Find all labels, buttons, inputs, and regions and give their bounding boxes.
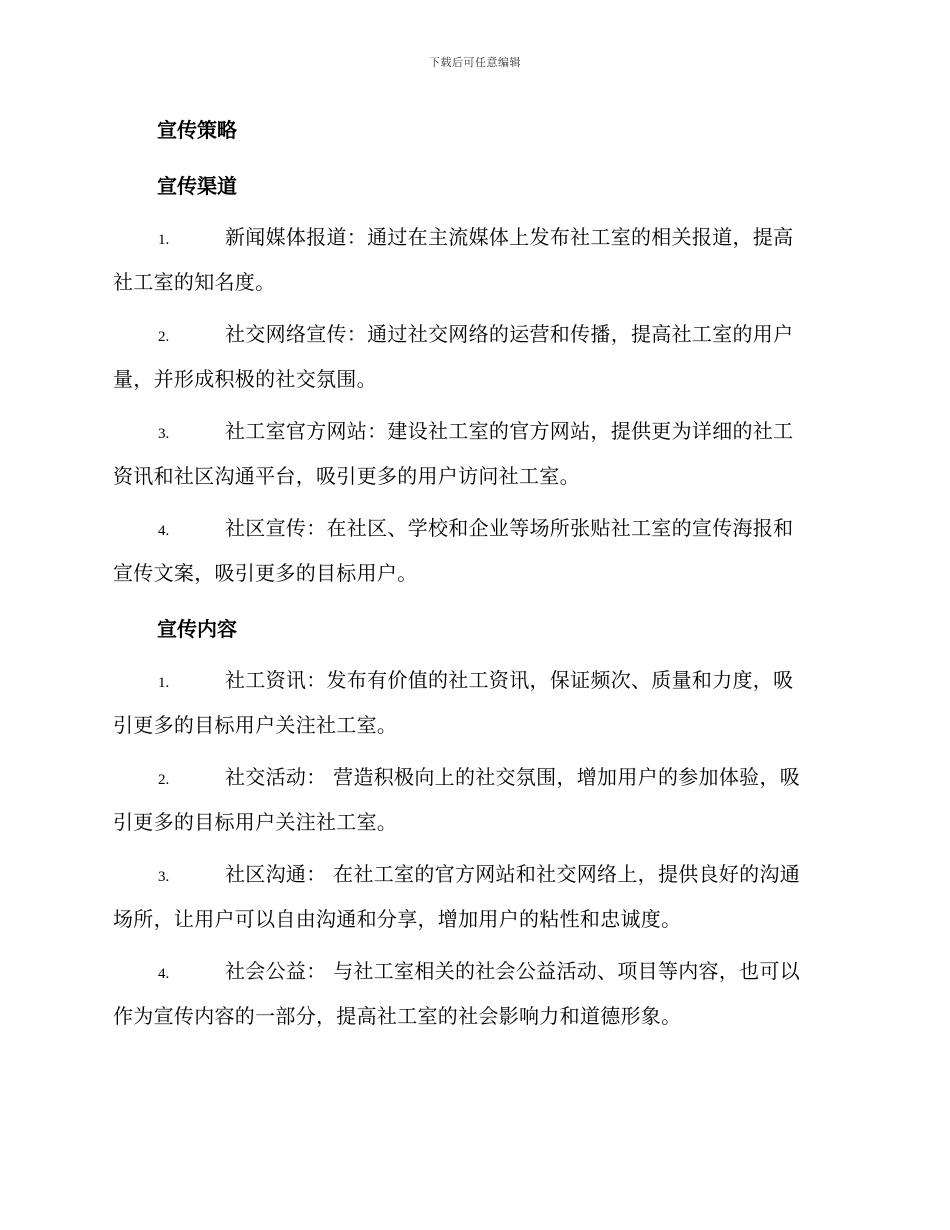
list-item-text-continued: 引更多的目标用户关注社工室。 (113, 810, 398, 834)
list-item-text-continued: 社工室的知名度。 (113, 270, 276, 294)
list-item (113, 410, 840, 497)
list-item (113, 853, 840, 940)
list-item-number: 3. (158, 426, 170, 442)
list-item-number: 3. (158, 869, 170, 885)
list-item-text-continued: 场所，让用户可以自由沟通和分享，增加用户的粘性和忠诚度。 (113, 907, 682, 931)
list-item-text: 社区宣传：在社区、学校和企业等场所张贴社工室的宣传海报和 (225, 516, 794, 540)
list-item-number: 4. (158, 523, 170, 539)
section-heading-content: 宣传内容 (157, 617, 237, 641)
list-item-text-continued: 量，并形成积极的社交氛围。 (113, 367, 377, 391)
list-item-text: 新闻媒体报道：通过在主流媒体上发布社工室的相关报道，提高 (225, 225, 794, 249)
list-item-number: 1. (158, 232, 170, 248)
list-item (113, 507, 840, 594)
page-header: 下载后可任意编辑 (429, 56, 521, 69)
list-item (113, 950, 840, 1037)
list-item-text-continued: 作为宣传内容的一部分，提高社工室的社会影响力和道德形象。 (113, 1004, 682, 1028)
list-item-text-continued: 宣传文案，吸引更多的目标用户。 (113, 561, 418, 585)
list-item-text: 社区沟通： 在社工室的官方网站和社交网络上，提供良好的沟通 (225, 862, 801, 886)
document-title: 宣传策略 (157, 118, 237, 142)
list-item (113, 756, 840, 843)
list-item (113, 659, 840, 746)
list-item-text: 社会公益： 与社工室相关的社会公益活动、项目等内容，也可以 (225, 959, 801, 983)
list-item-text: 社交活动： 营造积极向上的社交氛围，增加用户的参加体验，吸 (225, 765, 801, 789)
list-item (113, 313, 840, 400)
list-item-number: 2. (158, 329, 170, 345)
list-item-number: 2. (158, 772, 170, 788)
list-item (113, 216, 840, 303)
list-item-number: 4. (158, 966, 170, 982)
list-item-text: 社工室官方网站：建设社工室的官方网站，提供更为详细的社工 (225, 419, 794, 443)
list-item-text: 社工资讯：发布有价值的社工资讯，保证频次、质量和力度，吸 (225, 668, 794, 692)
list-item-text-continued: 资讯和社区沟通平台，吸引更多的用户访问社工室。 (113, 464, 580, 488)
list-item-text-continued: 引更多的目标用户关注社工室。 (113, 713, 398, 737)
list-item-text: 社交网络宣传：通过社交网络的运营和传播，提高社工室的用户 (225, 322, 794, 346)
list-item-number: 1. (158, 675, 170, 691)
section-heading-channels: 宣传渠道 (157, 174, 237, 198)
